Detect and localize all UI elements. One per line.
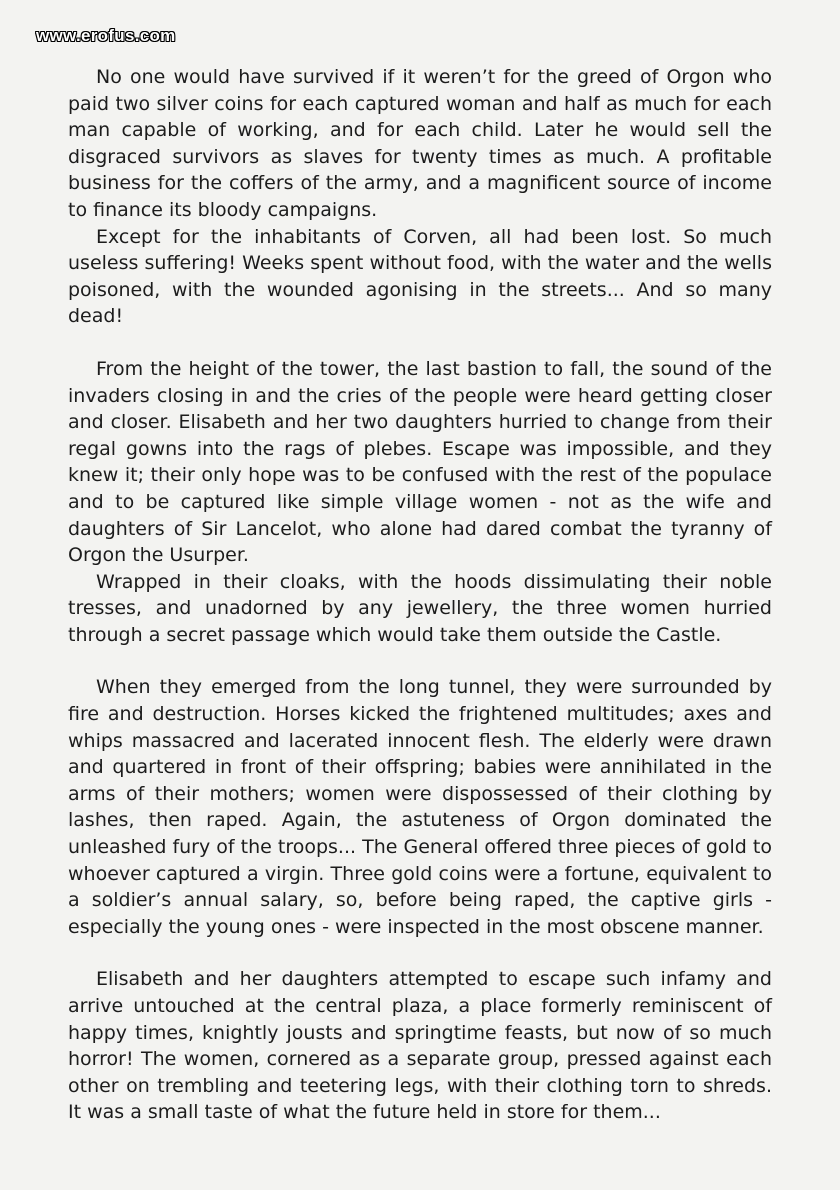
paragraph-4: Wrapped in their cloaks, with the hoods dissimulating their noble tresses, and unadorned by any jewellery, the three women hurried through a secret passage which would take them outside the Castle. [68,570,772,646]
site-watermark: www.erofus.com [36,26,176,45]
paragraph-6: Elisabeth and her daughters attempted to escape such infamy and arrive untouched at the central plaza, a place formerly reminiscent of happy times, knightly jousts and springtime feasts, but now of so much horror! The women, cornered as a separate group, pressed against each other on trembling and teetering legs, with their clothing torn to shreds. It was a small taste of what the future held in store for them... [68,968,772,1124]
paragraph-3: From the height of the tower, the last bastion to fall, the sound of the invaders closing in and the cries of the people were heard getting closer and closer. Elisabeth and her two daughters hurried to change from their regal gowns into the rags of plebes. Escape was impossible, and they knew it; their only hope was to be confused with the rest of the populace and to be captured like simple village women - not as the wife and daughters of Sir Lancelot, who alone had dared combat the tyranny of Orgon the Usurper. [68,357,772,567]
paragraph-2: Except for the inhabitants of Corven, all had been lost. So much useless suffering! Weeks spent without food, with the water and the wells poisoned, with the wounded agonising in the streets... And so many dead! [68,225,772,328]
text-page [68,64,772,1126]
paragraph-1: No one would have survived if it weren’t for the greed of Orgon who paid two silver coins for each captured woman and half as much for each man capable of working, and for each child. Later he would sell the disgraced survivors as slaves for twenty times as much. A profitable business for the coffers of the army, and a magnificent source of income to finance its bloody campaigns. [68,66,772,221]
paragraph-5: When they emerged from the long tunnel, they were surrounded by fire and destruction. Horses kicked the frightened multitudes; axes and whips massacred and lacerated innocent flesh. The elderly were drawn and quartered in front of their offspring; babies were annihilated in the arms of their mothers; women were dispossessed of their clothing by lashes, then raped. Again, the astuteness of Orgon dominated the unleashed fury of the troops... The General offered three pieces of gold to whoever captured a virgin. Three gold coins were a fortune, equivalent to a soldier’s annual salary, so, before being raped, the captive girls - especially the young ones - were inspected in the most obscene manner. [68,676,772,938]
